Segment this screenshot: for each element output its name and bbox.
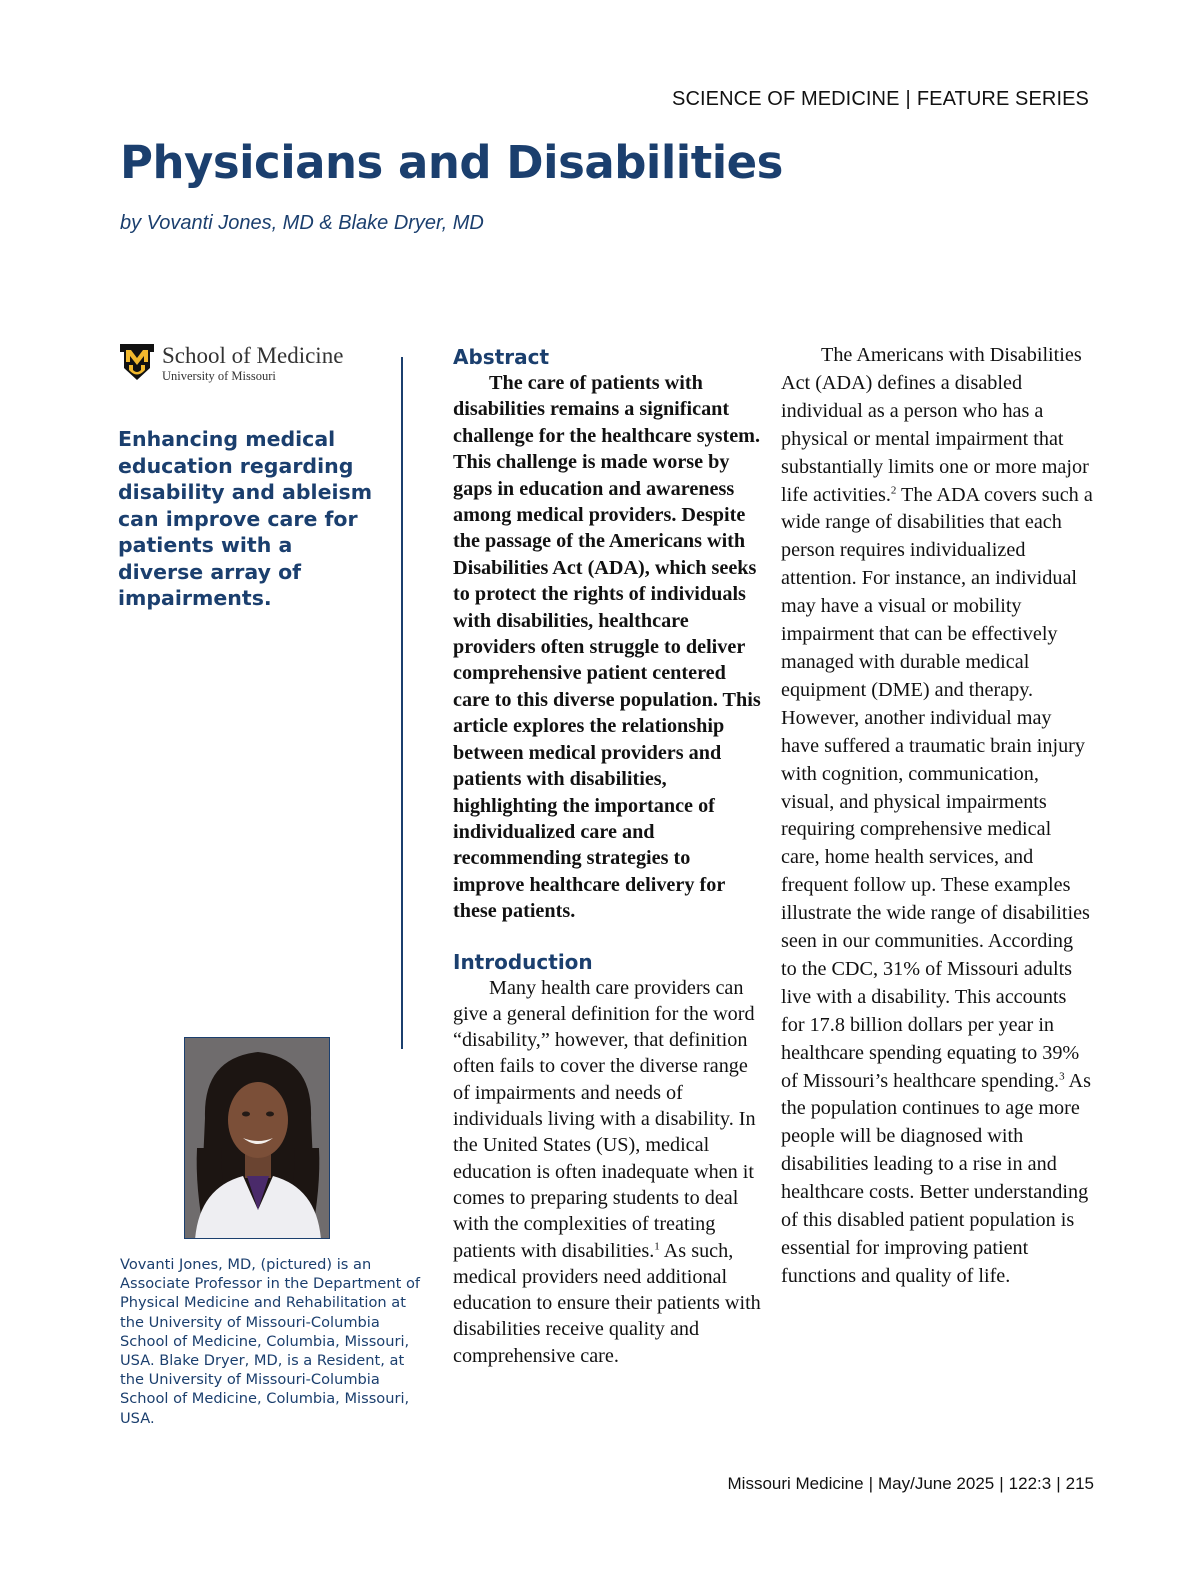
header-section: SCIENCE OF MEDICINE [672,88,900,110]
header-separator: | [905,88,911,110]
article-byline: by Vovanti Jones, MD & Blake Dryer, MD [120,212,484,234]
intro-text-part-1: Many health care providers can give a general definition for the word “disability,” however, that definition often fails to cover the diverse range of impairments and needs of individuals living with a disability. In the United States (US), medical education is often inadequate when it comes to preparing students to deal with the complexities of treating patients with disabilities. [453,976,756,1262]
ada-text-part-3: As the population continues to age more people will be diagnosed with disabilities leading to a rise in and healthcare costs. Better understanding of this disabled patient population is essential for improving patient functions and quality of life. [781,1069,1091,1287]
footer-journal: Missouri Medicine [727,1474,864,1493]
introduction-text [453,975,765,1369]
intro-text-part-2: As such, medical providers need additional education to ensure their patients with disabilities receive quality and comprehensive care. [453,1239,761,1367]
reference-2: 2 [890,483,897,496]
reference-1: 1 [654,1239,660,1252]
article-title: Physicians and Disabilities [120,136,783,189]
school-logo [120,344,380,386]
ada-text-part-2: The ADA covers such a wide range of disabilities that each person requires individualized attention. For instance, an individual may have a visual or mobility impairment that can be effectively managed with durable medical equipment (DME) and therapy. However, another individual may have suffered a traumatic brain injury with cognition, communication, visual, and physical impairments requiring comprehensive medical care, home health services, and frequent follow up. These examples illustrate the wide range of disabilities seen in our communities. According to the CDC, 31% of Missouri adults live with a disability. This accounts for 17.8 billion dollars per year in healthcare spending equating to 39% of Missouri’s healthcare spending. [781,483,1093,1092]
reference-3: 3 [1059,1069,1065,1082]
running-header [672,88,1089,111]
author-photo [184,1037,330,1239]
ada-column [781,342,1093,1291]
logo-school-name: School of Medicine [162,343,344,368]
author-bio: Vovanti Jones, MD, (pictured) is an Associate Professor in the Department of Physical Medicine and Rehabilitation at the University of Missouri-Columbia School of Medicine, Columbia, Missouri, USA. Blake Dryer, MD, is a Resident, at the University of Missouri-Columbia School of Medicine, Columbia, Missouri, USA. [120,1256,421,1427]
footer-page-number: 215 [1065,1474,1094,1493]
introduction-heading: Introduction [453,949,593,974]
abstract-text: The care of patients with disabilities remains a significant challenge for the healthcare system. This challenge is made worse by gaps in education and awareness among medical providers. Despite the passage of the Americans with Disabilities Act (ADA), which seeks to protect the rights of individuals with disabilities, healthcare providers often struggle to deliver comprehensive patient centered care to this diverse population. This article explores the relationship between medical providers and patients with disabilities, highlighting the importance of individualized care and recommending strategies to improve healthcare delivery for these patients. [453,372,761,923]
footer-volume: 122:3 [1008,1474,1052,1493]
abstract-intro-column [453,344,765,1369]
abstract-heading: Abstract [453,345,550,369]
column-divider [401,357,403,1049]
header-series: FEATURE SERIES [916,88,1089,110]
footer-issue: May/June 2025 [877,1474,995,1493]
ada-paragraph [781,342,1093,1291]
page-footer: Missouri Medicine | May/June 2025 | 122:3 | 215 [727,1474,1094,1493]
logo-university-name: University of Missouri [162,369,276,383]
mizzou-m-icon [120,344,154,382]
pull-quote: Enhancing medical education regarding disability and ableism can improve care for patients with a diverse array of impairments. [118,427,373,610]
ada-text-part-1: The Americans with Disabilities Act (ADA) defines a disabled individual as a person who has a physical or mental impairment that substantially limits one or more major life activities. [781,344,1089,506]
